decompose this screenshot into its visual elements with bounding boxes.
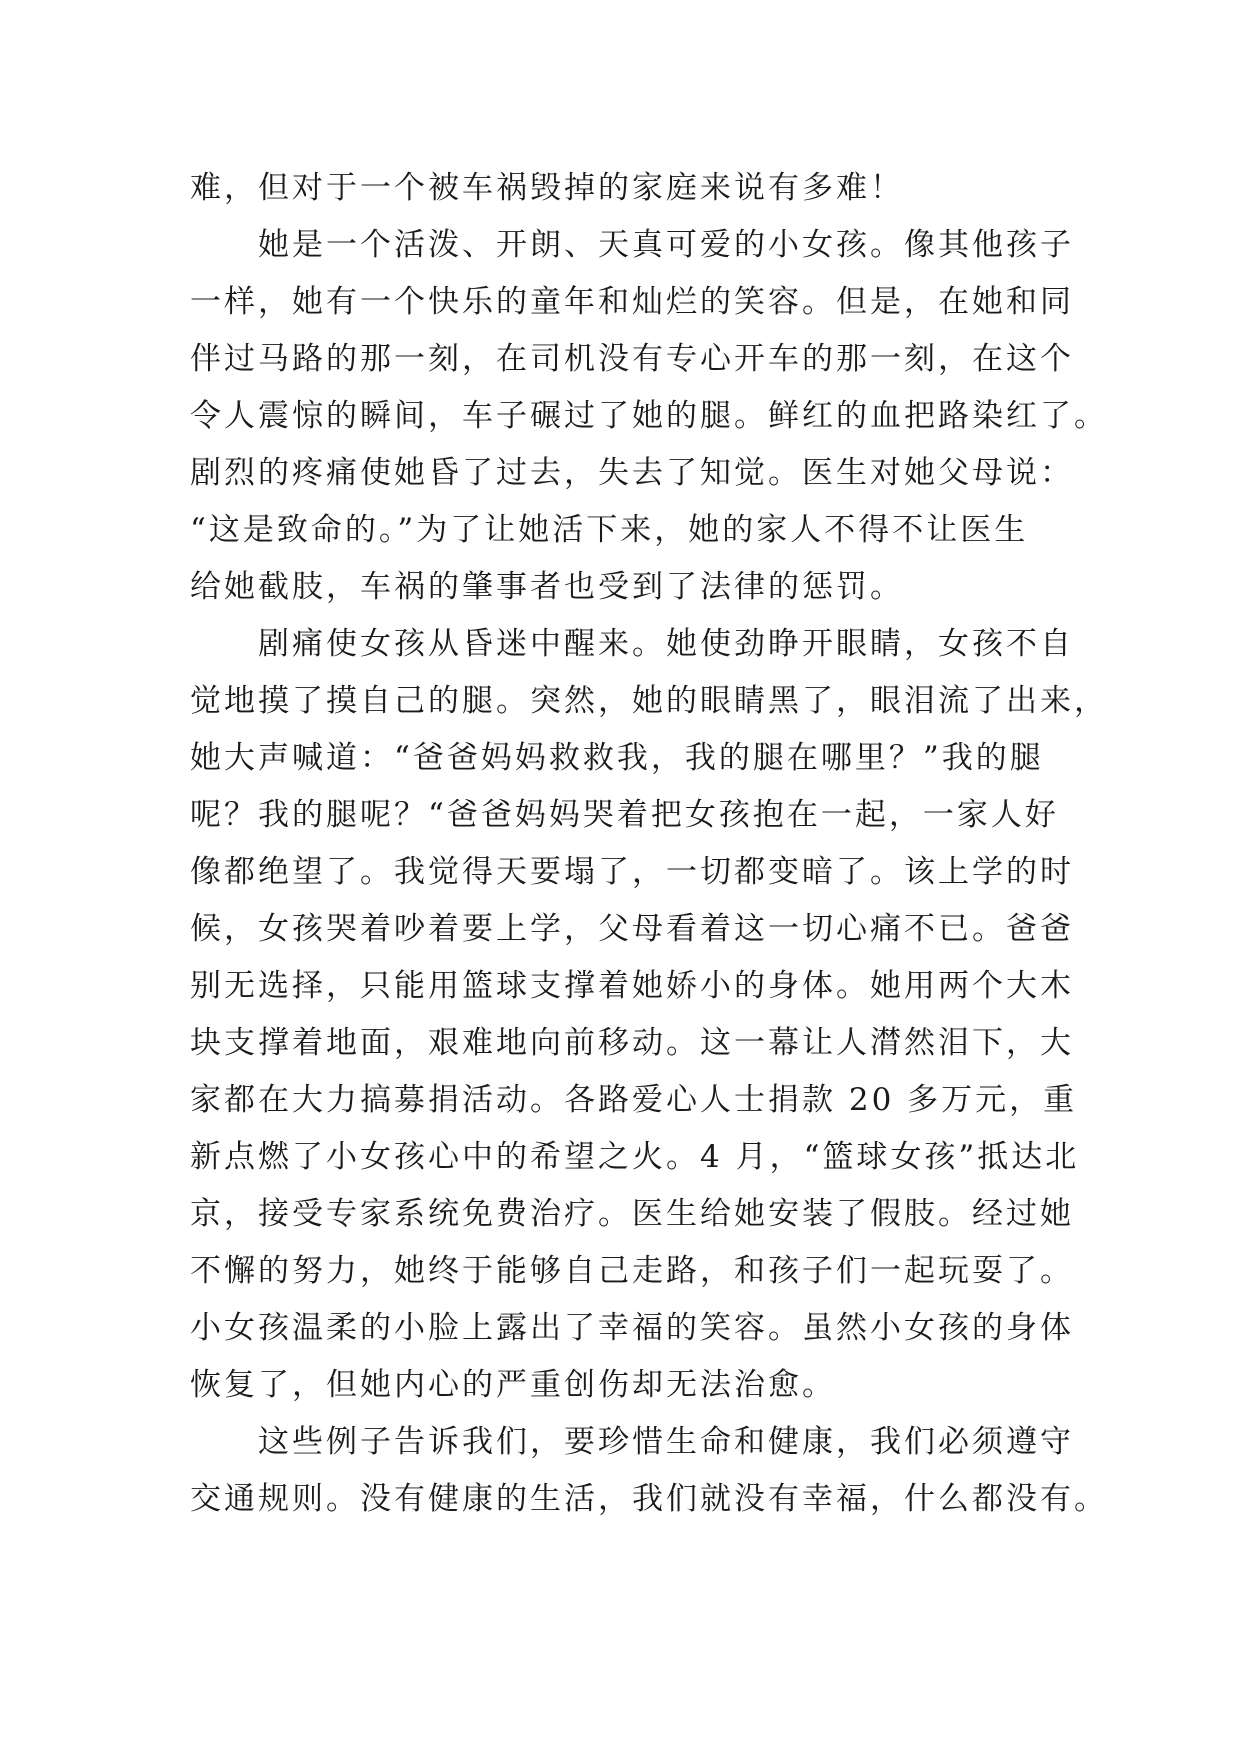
text-line: 恢复了，但她内心的严重创伤却无法治愈。 [190,1367,836,1403]
text-line: 一样，她有一个快乐的童年和灿烂的笑容。但是，在她和同 [190,284,1074,320]
text-line: 她是一个活泼、开朗、天真可爱的小女孩。像其他孩子 [258,227,1074,263]
text-line: “这是致命的。”为了让她活下来，她的家人不得不让医生 [190,512,1029,548]
text-line: 家都在大力搞募捐活动。各路爱心人士捐款 20 多万元，重 [190,1082,1078,1118]
text-line: 京，接受专家系统免费治疗。医生给她安装了假肢。经过她 [190,1196,1074,1232]
article-body [190,160,1108,1528]
text-line: 不懈的努力，她终于能够自己走路，和孩子们一起玩耍了。 [190,1253,1074,1289]
text-line: 难，但对于一个被车祸毁掉的家庭来说有多难！ [190,170,904,206]
text-line: 剧烈的疼痛使她昏了过去，失去了知觉。医生对她父母说： [190,455,1074,491]
text-line: 别无选择，只能用篮球支撑着她娇小的身体。她用两个大木 [190,968,1074,1004]
text-line: 伴过马路的那一刻，在司机没有专心开车的那一刻，在这个 [190,341,1074,377]
text-line: 令人震惊的瞬间，车子碾过了她的腿。鲜红的血把路染红了。 [190,398,1108,434]
text-line: 小女孩温柔的小脸上露出了幸福的笑容。虽然小女孩的身体 [190,1310,1074,1346]
text-line: 给她截肢，车祸的肇事者也受到了法律的惩罚。 [190,569,904,605]
text-line: 候，女孩哭着吵着要上学，父母看着这一切心痛不已。爸爸 [190,911,1074,947]
text-line: 新点燃了小女孩心中的希望之火。4 月，“篮球女孩”抵达北 [190,1139,1080,1175]
text-line: 像都绝望了。我觉得天要塌了，一切都变暗了。该上学的时 [190,854,1074,890]
text-line: 她大声喊道：“爸爸妈妈救救我，我的腿在哪里？”我的腿 [190,740,1044,776]
text-line: 块支撑着地面，艰难地向前移动。这一幕让人潸然泪下，大 [190,1025,1074,1061]
text-line: 交通规则。没有健康的生活，我们就没有幸福，什么都没有。 [190,1481,1108,1517]
text-line: 这些例子告诉我们，要珍惜生命和健康，我们必须遵守 [258,1424,1074,1460]
text-line: 剧痛使女孩从昏迷中醒来。她使劲睁开眼睛，女孩不自 [258,626,1074,662]
text-line: 呢？我的腿呢？“爸爸妈妈哭着把女孩抱在一起，一家人好 [190,797,1059,833]
text-line: 觉地摸了摸自己的腿。突然，她的眼睛黑了，眼泪流了出来， [190,683,1108,719]
